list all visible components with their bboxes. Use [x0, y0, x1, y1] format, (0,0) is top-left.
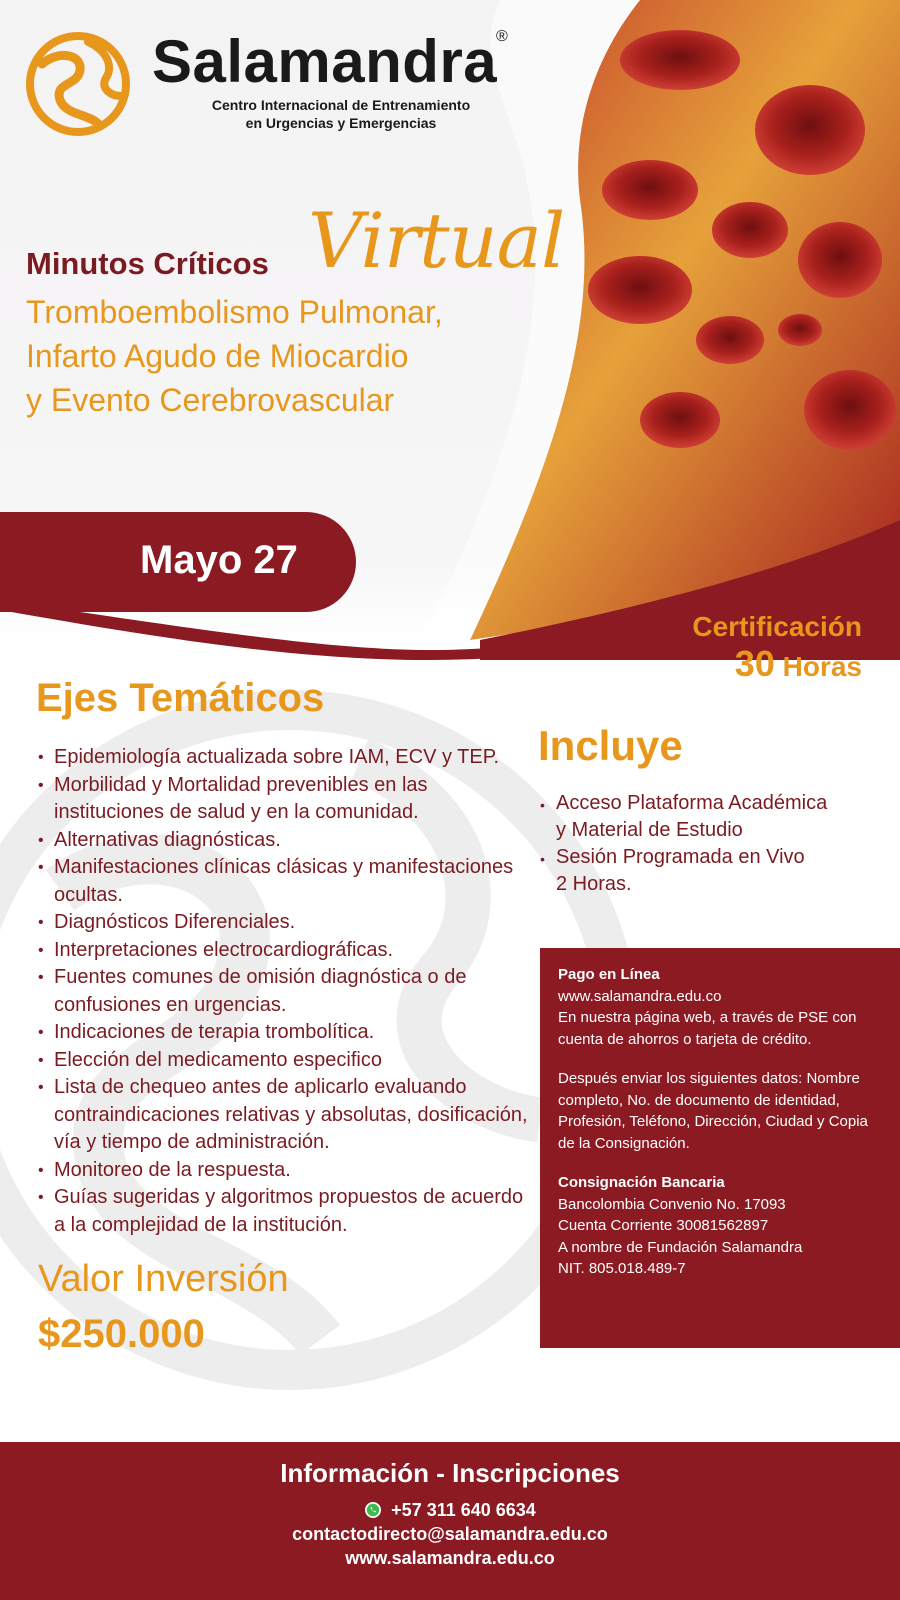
list-item: • Elección del medicamento especifico [38, 1047, 528, 1075]
list-item: • Indicaciones de terapia trombolítica. [38, 1019, 528, 1047]
footer-phone[interactable] [0, 1500, 900, 1521]
online-payment-block [558, 964, 884, 1050]
list-item: • Lista de chequeo antes de aplicarlo evaluando contraindicaciones relativas y absolutas, dosificación, vía y tiempo de administración. [38, 1074, 528, 1157]
valor-amount: $250.000 [38, 1312, 205, 1356]
list-item: • Diagnósticos Diferenciales. [38, 909, 528, 937]
bank-line-1: Bancolombia Convenio No. 17093 [558, 1195, 786, 1213]
footer-web[interactable]: www.salamandra.edu.co [345, 1548, 555, 1568]
bank-line-4: NIT. 805.018.489-7 [558, 1260, 686, 1277]
ejes-title: Ejes Temáticos [36, 676, 325, 720]
incluye-item-1-line2: y Material de Estudio [556, 819, 743, 841]
bank-deposit-title: Consignación Bancaria [558, 1174, 725, 1191]
incluye-item-2-line1: Sesión Programada en Vivo [556, 846, 805, 868]
program-title: Minutos Críticos [26, 246, 269, 281]
bank-line-2: Cuenta Corriente 30081562897 [558, 1217, 769, 1234]
online-payment-web[interactable]: www.salamandra.edu.co [558, 987, 722, 1005]
bank-deposit-block [558, 1172, 884, 1280]
payment-box [540, 948, 900, 1348]
ejes-list [38, 744, 528, 1239]
topic-line-1: Tromboembolismo Pulmonar, [26, 294, 443, 330]
brand-subtitle-line1: Centro Internacional de Entrenamiento [211, 97, 471, 113]
salamander-globe-icon [22, 30, 134, 138]
incluye-list [540, 790, 870, 898]
list-item: • Guías sugeridas y algoritmos propuestos de acuerdo a la complejidad de la institución. [38, 1184, 528, 1239]
event-date: Mayo 27 [140, 538, 298, 582]
footer [0, 1442, 900, 1600]
incluye-title: Incluye [538, 722, 683, 769]
list-item: • Manifestaciones clínicas clásicas y manifestaciones ocultas. [38, 854, 528, 909]
registered-mark: ® [496, 28, 508, 45]
list-item: • Monitoreo de la respuesta. [38, 1157, 528, 1185]
whatsapp-icon [364, 1501, 382, 1519]
topic-line-2: Infarto Agudo de Miocardio [26, 338, 409, 374]
required-data-text: Después enviar los siguientes datos: Nombre completo, No. de documento de identidad, Profesión, Teléfono, Dirección, Ciudad y Copia de la Consignación. [558, 1070, 868, 1152]
footer-phone-number: +57 311 640 6634 [391, 1500, 536, 1520]
list-item: • Morbilidad y Mortalidad prevenibles en las instituciones de salud y en la comunidad. [38, 772, 528, 827]
certification-hours [692, 644, 862, 687]
topic-subtitles [26, 290, 546, 422]
certification-label: Certificación [692, 611, 862, 642]
list-item: • Alternativas diagnósticas. [38, 827, 528, 855]
footer-email[interactable]: contactodirecto@salamandra.edu.co [292, 1524, 608, 1544]
brand-subtitle-line2: en Urgencias y Emergencias [245, 115, 437, 131]
required-data-block [558, 1068, 884, 1154]
online-payment-desc: En nuestra página web, a través de PSE con cuenta de ahorros o tarjeta de crédito. [558, 1009, 857, 1048]
certification-hours-label: Horas [782, 651, 862, 682]
incluye-item-2-line2: 2 Horas. [556, 873, 632, 895]
mode-label: Virtual [308, 196, 565, 285]
list-item: • Interpretaciones electrocardiográficas. [38, 937, 528, 965]
list-item: • Fuentes comunes de omisión diagnóstica o de confusiones en urgencias. [38, 964, 528, 1019]
brand-subtitle [196, 96, 486, 132]
list-item [540, 790, 870, 844]
online-payment-title: Pago en Línea [558, 966, 660, 983]
list-item [540, 844, 870, 898]
incluye-item-1-line1: Acceso Plataforma Académica [556, 792, 828, 814]
bank-line-3: A nombre de Fundación Salamandra [558, 1238, 803, 1256]
topic-line-3: y Evento Cerebrovascular [26, 382, 395, 418]
footer-title: Información - Inscripciones [280, 1458, 620, 1488]
certification-hours-number: 30 [734, 643, 775, 684]
list-item: • Epidemiología actualizada sobre IAM, ECV y TEP. [38, 744, 528, 772]
valor-label: Valor Inversión [38, 1258, 289, 1300]
certification-block [692, 610, 862, 687]
brand-name: Salamandra [152, 28, 498, 95]
